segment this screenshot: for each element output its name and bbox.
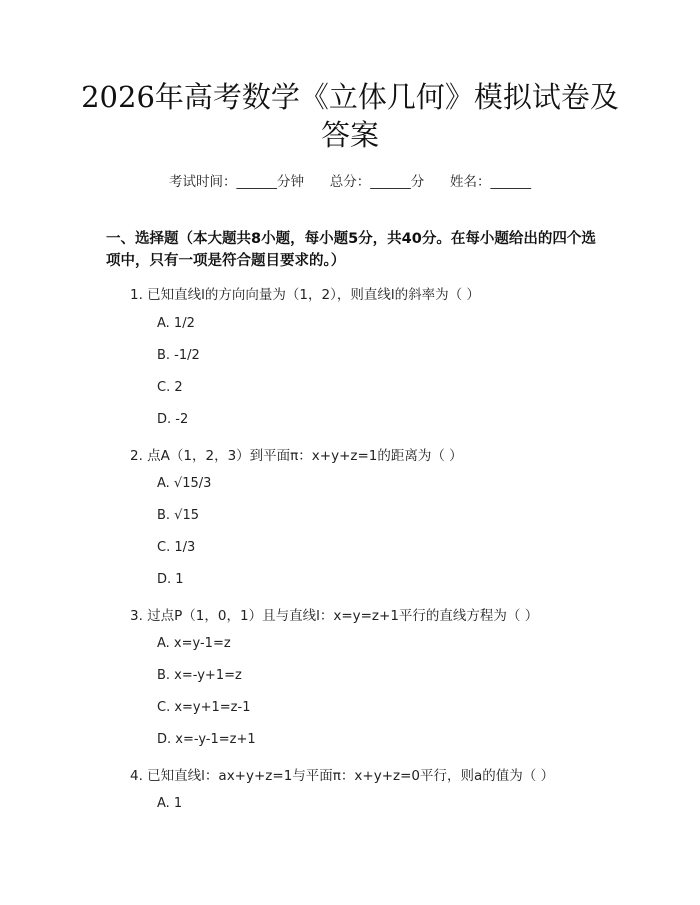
question-option: B. x=-y+1=z [157, 668, 242, 683]
question-option: C. 1/3 [157, 540, 196, 555]
question-stem: 2. 点A（1，2，3）到平面π：x+y+z=1的距离为（ ） [130, 448, 463, 464]
question-option: C. 2 [157, 380, 183, 395]
exam-info-line: 考试时间：______分钟 总分：______分 姓名：______ [169, 174, 531, 190]
section-heading: 一、选择题（本大题共8小题，每小题5分，共40分。在每小题给出的四个选项中，只有一项是符合题目要求的。） [106, 231, 596, 269]
question-option: D. 1 [157, 572, 184, 587]
question-option: B. -1/2 [157, 348, 200, 363]
question-option: A. √15/3 [157, 476, 212, 491]
question-option: A. 1 [157, 796, 183, 811]
question-stem: 4. 已知直线l：ax+y+z=1与平面π：x+y+z=0平行，则a的值为（ ） [130, 768, 555, 784]
question-stem: 1. 已知直线l的方向向量为（1，2），则直线l的斜率为（ ） [130, 287, 480, 303]
question-option: C. x=y+1=z-1 [157, 700, 251, 715]
question-option: A. x=y-1=z [157, 636, 231, 651]
question-option: A. 1/2 [157, 316, 195, 331]
question-stem: 3. 过点P（1，0，1）且与直线l：x=y=z+1平行的直线方程为（ ） [130, 608, 539, 624]
question-option: D. x=-y-1=z+1 [157, 732, 256, 747]
question-option: B. √15 [157, 508, 200, 523]
question-option: D. -2 [157, 412, 189, 427]
page-title: 2026年高考数学《立体几何》模拟试卷及答案 [81, 80, 619, 152]
